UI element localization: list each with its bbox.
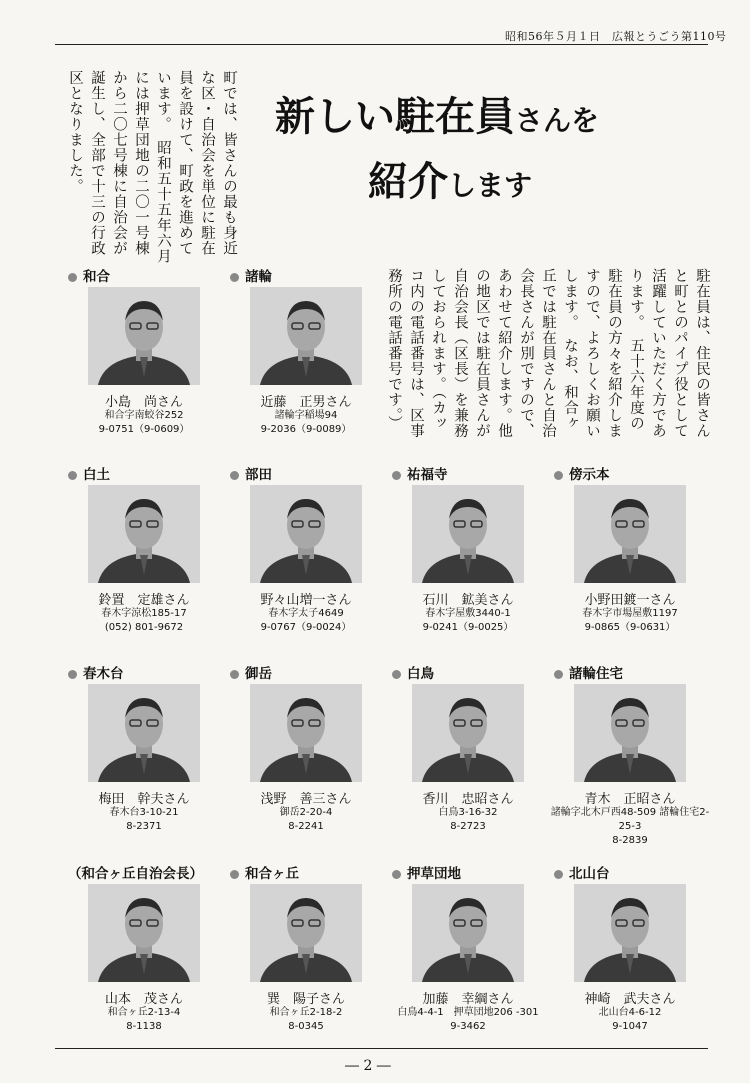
officer-phone: 9-0751（9-0609）	[98, 424, 190, 435]
officer-address: 諸輪字稲場94	[274, 410, 338, 421]
officer-contact	[63, 1006, 225, 1034]
bullet-icon	[230, 870, 239, 879]
officer-phone: 9-1047	[612, 1021, 648, 1032]
officer-phone: 8-2371	[126, 821, 162, 832]
officer-name: 青木 正昭さん	[584, 792, 676, 807]
portrait-photo	[88, 684, 200, 782]
bullet-icon	[68, 273, 77, 282]
district-name: 春木台	[83, 666, 124, 682]
portrait-photo	[250, 884, 362, 982]
district-label	[68, 662, 124, 682]
portrait-photo	[574, 684, 686, 782]
district-label	[554, 662, 623, 682]
district-label	[392, 662, 434, 682]
portrait-silhouette-icon	[412, 485, 524, 583]
officer-phone: 8-2723	[450, 821, 486, 832]
district-label	[230, 265, 272, 285]
bullet-icon	[554, 870, 563, 879]
bullet-icon	[230, 670, 239, 679]
officer-name: 野々山増一さん	[260, 593, 352, 608]
district-name: 白土	[83, 467, 110, 483]
officer-phone: 9-2036（9-0089）	[260, 424, 352, 435]
title-line1-small: さんを	[515, 104, 600, 137]
title-line2-big: 紹介	[368, 158, 448, 205]
officer-phone: 8-0345	[288, 1021, 324, 1032]
portrait-silhouette-icon	[250, 485, 362, 583]
intro-text: 町では、皆さんの最も身近な区・自治会を単位に駐在員を設けて、町政を進めています。 昭和五十五年六月には押草団地の二〇一号棟から二〇七号棟に自治会が誕生し、全部で十三の行政区となりました。	[67, 70, 237, 265]
officer-address: 春木台3-10-21	[109, 807, 179, 818]
officer-name: 神崎 武夫さん	[584, 992, 676, 1007]
officer-contact	[63, 409, 225, 437]
portrait-photo	[574, 485, 686, 583]
portrait-silhouette-icon	[88, 485, 200, 583]
officer-name: 加藤 幸綱さん	[422, 992, 514, 1007]
top-rule	[55, 44, 708, 45]
officer-name: 鈴置 定雄さん	[98, 593, 190, 608]
district-name: 傍示本	[569, 467, 610, 483]
page-title-line1	[275, 85, 599, 142]
portrait-silhouette-icon	[250, 287, 362, 385]
portrait-photo	[250, 684, 362, 782]
portrait-silhouette-icon	[88, 884, 200, 982]
district-label	[554, 862, 610, 882]
portrait-photo	[250, 485, 362, 583]
officer-contact	[387, 806, 549, 834]
officer-address: 白鳥3-16-32	[438, 807, 498, 818]
district-name: 御岳	[245, 666, 272, 682]
portrait-photo	[574, 884, 686, 982]
officer-address: 和合字南蛟谷252	[104, 410, 184, 421]
portrait-photo	[412, 684, 524, 782]
portrait-photo	[412, 485, 524, 583]
notes-text: 駐在員は、住民の皆さんと町とのパイプ役として活躍していただく方であります。 五十六年度の駐在員の方々を紹介しますので、よろしくお願いします。 なお、和合ヶ丘では駐在員さんと自治会長さんが別ですので、あわせて紹介します。他の地区では駐在員さんが自治会長（区長）を兼務しておられます。（カッコ内の電話番号は、区事務所の電話番号です。）	[386, 268, 710, 439]
officer-address: 春木字市場屋敷1197	[582, 608, 678, 619]
officer-contact	[225, 806, 387, 834]
officer-contact	[225, 607, 387, 635]
district-label	[392, 862, 461, 882]
officer-name: 巽 陽子さん	[266, 992, 345, 1007]
officer-address: 白鳥4-4-1 押草団地206 -301	[397, 1007, 539, 1018]
portrait-silhouette-icon	[574, 485, 686, 583]
officer-name: 小島 尚さん	[104, 395, 183, 410]
district-name: （和合ヶ丘自治会長）	[68, 866, 203, 882]
officer-contact	[549, 1006, 711, 1034]
officer-address: 春木字太子4649	[268, 608, 344, 619]
title-line1-big: 新しい駐在員	[275, 93, 515, 140]
portrait-silhouette-icon	[412, 884, 524, 982]
officer-name: 梅田 幹夫さん	[98, 792, 190, 807]
district-name: 諸輪住宅	[569, 666, 623, 682]
officer-phone: 9-0767（9-0024）	[260, 622, 352, 633]
officer-address: 和合ヶ丘2-13-4	[107, 1007, 181, 1018]
officer-phone: 8-2241	[288, 821, 324, 832]
portrait-silhouette-icon	[574, 684, 686, 782]
district-name: 祐福寺	[407, 467, 448, 483]
officer-name: 香川 忠昭さん	[422, 792, 514, 807]
district-label	[230, 463, 272, 483]
portrait-silhouette-icon	[412, 684, 524, 782]
officer-phone: 9-3462	[450, 1021, 486, 1032]
portrait-photo	[88, 485, 200, 583]
officer-contact	[225, 409, 387, 437]
title-line2-small: します	[448, 169, 533, 202]
district-label	[230, 662, 272, 682]
district-label	[554, 463, 610, 483]
officer-name: 近藤 正男さん	[260, 395, 352, 410]
officer-address: 春木字涼松185-17	[101, 608, 187, 619]
officer-phone: (052) 801-9672	[104, 622, 184, 633]
portrait-photo	[88, 287, 200, 385]
issue-header: 昭和56年５月１日 広報とうごう第110号	[505, 30, 727, 43]
district-name: 部田	[245, 467, 272, 483]
portrait-silhouette-icon	[574, 884, 686, 982]
portrait-silhouette-icon	[88, 684, 200, 782]
district-name: 北山台	[569, 866, 610, 882]
officer-address: 和合ヶ丘2-18-2	[269, 1007, 343, 1018]
officer-address: 春木字屋敷3440-1	[425, 608, 511, 619]
officer-phone: 8-1138	[126, 1021, 162, 1032]
officer-name: 小野田鍍一さん	[584, 593, 676, 608]
district-label	[230, 862, 299, 882]
bullet-icon	[392, 670, 401, 679]
officer-contact	[549, 806, 711, 848]
bullet-icon	[554, 471, 563, 480]
district-label	[392, 463, 448, 483]
district-name: 和合	[83, 269, 110, 285]
district-name: 諸輪	[245, 269, 272, 285]
bullet-icon	[68, 670, 77, 679]
officer-address: 御岳2-20-4	[279, 807, 333, 818]
officer-name: 浅野 善三さん	[260, 792, 352, 807]
bullet-icon	[230, 471, 239, 480]
bullet-icon	[554, 670, 563, 679]
officer-contact	[63, 607, 225, 635]
district-label	[68, 862, 203, 882]
page-number: ― 2 ―	[345, 1058, 391, 1074]
portrait-photo	[412, 884, 524, 982]
portrait-photo	[250, 287, 362, 385]
bullet-icon	[392, 471, 401, 480]
officer-contact	[387, 1006, 549, 1034]
officer-phone: 9-0865（9-0631）	[584, 622, 676, 633]
district-name: 押草団地	[407, 866, 461, 882]
officer-phone: 9-0241（9-0025）	[422, 622, 514, 633]
district-label	[68, 265, 110, 285]
district-label	[68, 463, 110, 483]
bottom-rule	[55, 1048, 708, 1049]
portrait-silhouette-icon	[250, 684, 362, 782]
bullet-icon	[392, 870, 401, 879]
page-title-line2	[368, 150, 532, 207]
officer-address: 諸輪字北木戸西48-509 諸輪住宅2-25-3	[550, 807, 710, 832]
bullet-icon	[230, 273, 239, 282]
portrait-silhouette-icon	[250, 884, 362, 982]
officer-name: 石川 鉱美さん	[422, 593, 514, 608]
officer-name: 山本 茂さん	[104, 992, 183, 1007]
bullet-icon	[68, 471, 77, 480]
officer-contact	[225, 1006, 387, 1034]
portrait-silhouette-icon	[88, 287, 200, 385]
officer-contact	[549, 607, 711, 635]
district-name: 和合ヶ丘	[245, 866, 299, 882]
portrait-photo	[88, 884, 200, 982]
district-name: 白鳥	[407, 666, 434, 682]
officer-contact	[63, 806, 225, 834]
officer-address: 北山台4-6-12	[598, 1007, 662, 1018]
officer-contact	[387, 607, 549, 635]
officer-phone: 8-2839	[612, 835, 648, 846]
